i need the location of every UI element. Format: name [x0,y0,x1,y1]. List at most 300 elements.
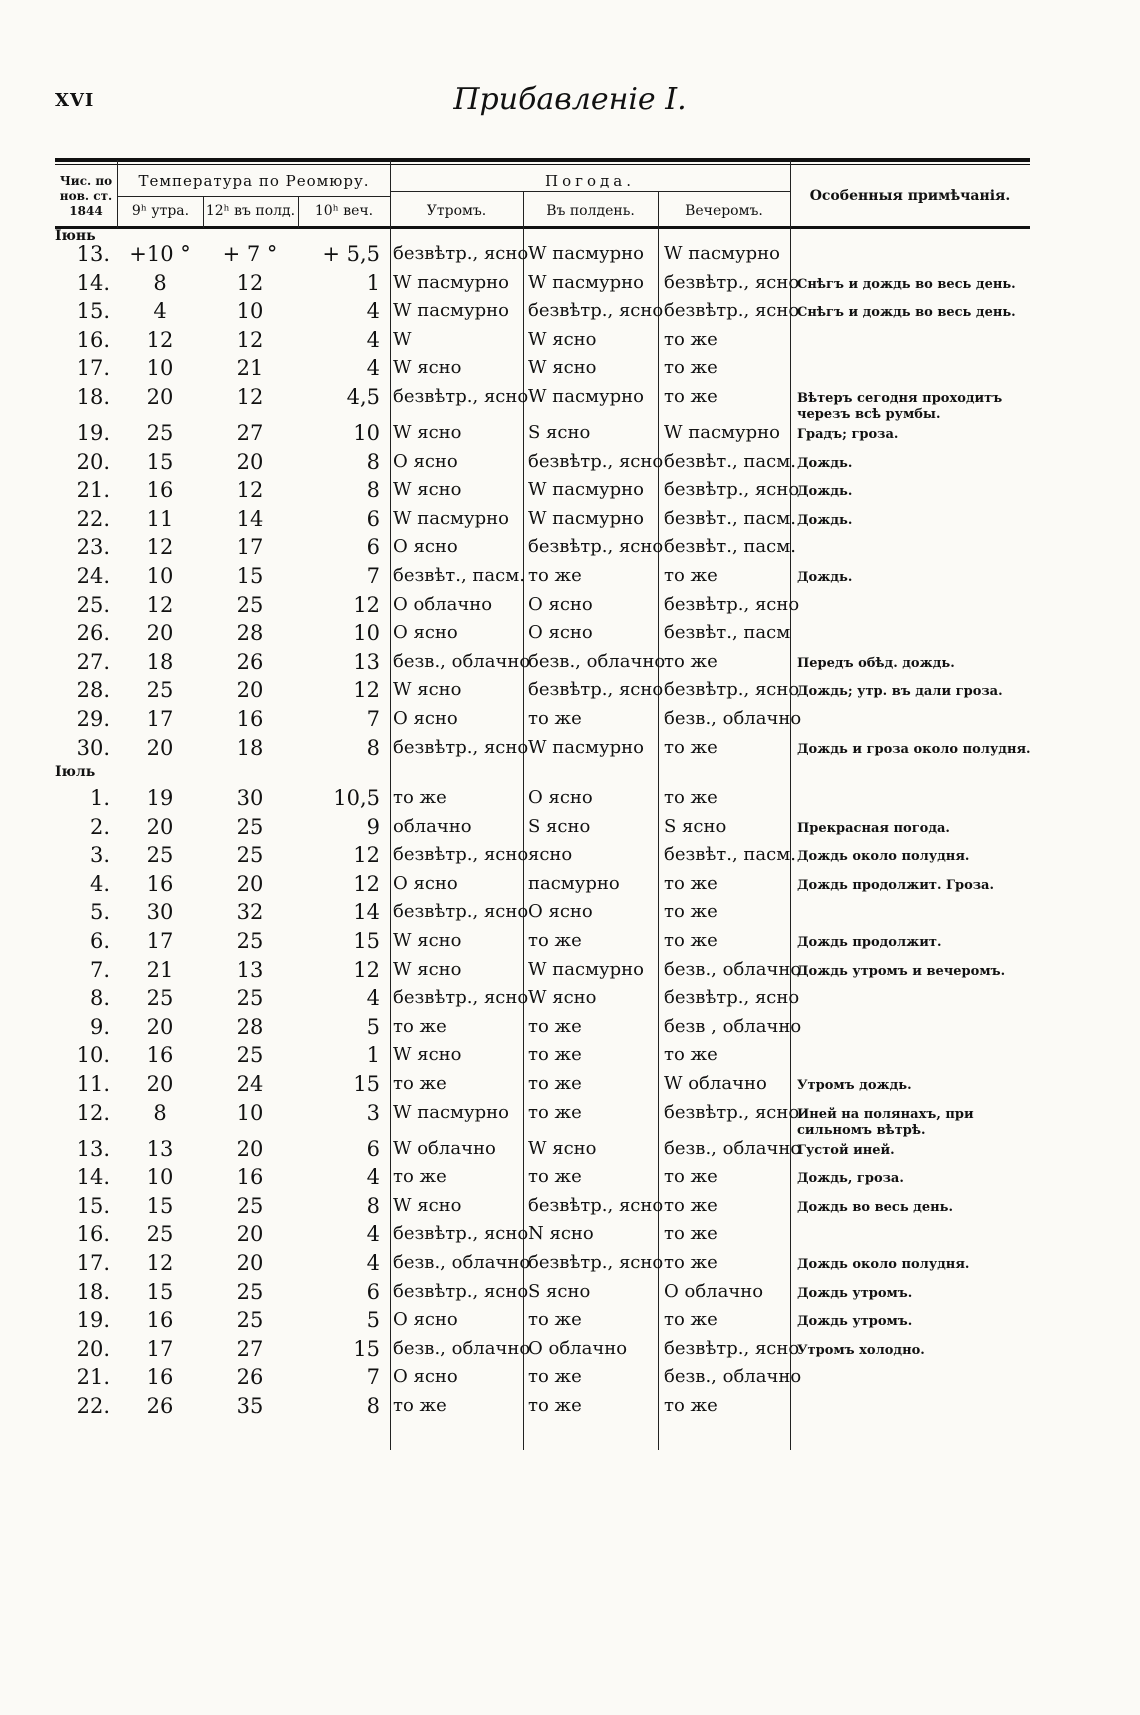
weather-morning-cell: W ясно [393,422,462,443]
day-cell: 29. [76,707,110,731]
temp-9-cell: 16 [146,1308,174,1333]
table-row [0,591,1140,619]
table-row [0,1135,1140,1163]
temp-9-cell: 8 [153,270,167,295]
day-cell: 19. [76,1308,110,1333]
weather-noon-cell: то же [528,565,582,586]
table-row [0,676,1140,704]
temp-9-cell: 30 [146,900,174,925]
weather-morning-cell: O ясно [393,450,458,472]
table-row [0,1041,1140,1069]
weather-morning-cell: безвѣтр., ясно [393,987,529,1009]
temp-10-cell: 7 [366,1365,380,1390]
header-date-line1: Чис. по [59,173,113,188]
weather-noon-cell: W пасмурно [528,243,644,264]
temp-9-cell: 20 [146,1072,174,1096]
temp-10-cell: 6 [366,506,380,531]
temp-12-cell: 15 [236,564,264,588]
temp-12-cell: 12 [236,270,264,295]
remarks-cell: Передъ обѣд. дождь. [797,655,955,671]
weather-noon-cell: безв., облачно [528,650,666,672]
table-row [0,813,1140,841]
table-row [0,984,1140,1012]
weather-morning-cell: безвѣтр., ясно [393,1280,529,1302]
temp-10-cell: 15 [353,1336,380,1361]
weather-morning-cell: безвѣтр., ясно [393,901,529,923]
table-row [0,326,1140,354]
column-divider [298,196,299,228]
weather-morning-cell: W ясно [393,479,462,501]
weather-evening-cell: W облачно [664,1073,767,1094]
table-row [0,297,1140,325]
weather-evening-cell: то же [664,1044,718,1066]
temp-9-cell: 10 [146,564,174,588]
temp-9-cell: 12 [146,535,174,560]
weather-evening-cell: безвѣтр., ясно [664,1337,800,1359]
weather-morning-cell: безвѣтр., ясно [393,386,529,407]
remarks-cell: Дождь, гроза. [797,1171,904,1187]
temp-10-cell: 8 [366,735,380,760]
table-row [0,1306,1140,1334]
table-row [0,354,1140,382]
temp-9-cell: 13 [146,1136,174,1161]
table-row [0,1013,1140,1041]
weather-evening-cell: то же [664,386,718,407]
weather-morning-cell: безвѣтр., ясно [393,243,529,264]
temp-10-cell: 4 [366,1251,380,1275]
weather-noon-cell: то же [528,1044,582,1066]
month-label-june: Іюнь [55,228,96,244]
weather-noon-cell: W ясно [528,987,597,1009]
remarks-cell: Вѣтеръ сегодня проходитъ черезъ всѣ румбы. [797,391,1003,422]
weather-evening-cell: то же [664,1252,718,1273]
weather-morning-cell: безв., облачно [393,650,531,672]
day-cell: 24. [76,564,110,588]
day-cell: 3. [89,843,110,868]
weather-evening-cell: то же [664,872,718,894]
temp-12-cell: 27 [236,1336,264,1361]
weather-noon-cell: N ясно [528,1223,594,1245]
temp-12-cell: 20 [236,449,264,474]
weather-noon-cell: O ясно [528,901,593,923]
header-weather: Погода. [545,171,635,190]
remarks-cell: Снѣгъ и дождь во весь день. [797,276,1016,292]
weather-noon-cell: S ясно [528,815,591,837]
weather-noon-cell: W ясно [528,357,597,379]
temp-10-cell: 5 [366,1308,380,1333]
remarks-cell: Густой иней. [797,1142,895,1158]
weather-morning-cell: W ясно [393,357,462,379]
header-rule-bottom [55,226,1030,229]
temp-12-cell: 25 [236,814,264,839]
weather-evening-cell: безв., облачно [664,1366,802,1388]
temp-12-cell: 25 [236,1308,264,1333]
weather-morning-cell: то же [393,1395,447,1416]
day-cell: 20. [76,449,110,474]
day-cell: 4. [89,871,110,896]
temp-12-cell: 10 [236,299,264,324]
temp-9-cell: 4 [153,299,167,324]
temp-10-cell: 15 [353,929,380,953]
day-cell: 17. [76,356,110,381]
table-row [0,1192,1140,1220]
temp-9-cell: 20 [146,621,174,646]
remarks-cell: Дождь около полудня. [797,1257,970,1272]
temp-10-cell: 4,5 [346,385,380,409]
temp-9-cell: 25 [146,843,174,868]
remarks-cell: Прекрасная погода. [797,820,950,836]
day-cell: 19. [76,421,110,445]
month-label-july: Іюль [55,764,96,780]
temp-10-cell: 10,5 [333,786,380,810]
temp-10-cell: 6 [366,1279,380,1304]
temp-10-cell: 4 [366,986,380,1011]
table-row [0,383,1140,422]
weather-noon-cell: то же [528,1073,582,1094]
weather-evening-cell: безвѣт., пасм. [664,507,796,529]
temp-12-cell: 17 [236,535,264,560]
day-cell: 30. [76,735,110,760]
weather-evening-cell: безв , облачно [664,1015,802,1037]
weather-evening-cell: W пасмурно [664,243,780,264]
weather-morning-cell: безв., облачно [393,1252,531,1273]
weather-noon-cell: безвѣтр., ясно [528,536,664,558]
weather-morning-cell: то же [393,1015,447,1037]
day-cell: 21. [76,478,110,503]
weather-evening-cell: безвѣт., пасм [664,622,791,644]
table-row [0,1335,1140,1363]
day-cell: 22. [76,506,110,531]
weather-morning-cell: W пасмурно [393,1101,509,1123]
weather-morning-cell: то же [393,787,447,808]
temp-9-cell: 20 [146,385,174,409]
weather-noon-cell: то же [528,708,582,729]
temp-10-cell: 4 [366,1222,380,1247]
temp-12-cell: 28 [236,621,264,646]
remarks-cell: Градъ; гроза. [797,427,899,442]
weather-noon-cell: безвѣтр., ясно [528,1194,664,1216]
temp-9-cell: 16 [146,871,174,896]
weather-noon-cell: ясно [528,844,573,866]
temp-12-cell: 20 [236,1251,264,1275]
temp-9-cell: 21 [146,957,174,982]
temp-12-cell: 10 [236,1100,264,1125]
header-noon: Въ полдень. [546,202,635,219]
day-cell: 6. [89,929,110,953]
temp-9-cell: 16 [146,478,174,503]
temp-9-cell: 8 [153,1100,167,1125]
weather-morning-cell: W ясно [393,930,462,951]
day-cell: 11. [76,1072,110,1096]
temp-10-cell: 14 [353,900,380,925]
weather-evening-cell: S ясно [664,815,727,837]
temp-12-cell: 18 [236,735,264,760]
header-morning: Утромъ. [426,202,487,219]
weather-noon-cell: W пасмурно [528,271,644,293]
table-row [0,784,1140,812]
weather-noon-cell: W пасмурно [528,958,644,980]
temp-9-cell: 20 [146,735,174,760]
table-row [0,1249,1140,1277]
temp-9-cell: +10 ° [129,242,191,266]
weather-evening-cell: то же [664,1166,718,1188]
table-row [0,1099,1140,1138]
day-cell: 15. [76,299,110,324]
temp-12-cell: 25 [236,1279,264,1304]
temp-12-cell: 27 [236,421,264,445]
table-row [0,269,1140,297]
temp-9-cell: 16 [146,1043,174,1068]
column-divider [203,196,204,228]
remarks-cell: Дождь. [797,484,853,500]
temp-12-cell: 16 [236,707,264,731]
temp-12-cell: 14 [236,506,264,531]
weather-morning-cell: W [393,328,412,350]
weather-evening-cell: то же [664,565,718,586]
temp-10-cell: 8 [366,1394,380,1418]
temp-12-cell: 12 [236,327,264,352]
weather-morning-cell: облачно [393,815,472,837]
weather-noon-cell: то же [528,1101,582,1123]
weather-morning-cell: W ясно [393,1194,462,1216]
header-temperature: Температура по Реомюру. [138,171,370,190]
remarks-cell: Дождь. [797,570,853,585]
weather-morning-cell: безвѣтр., ясно [393,1223,529,1245]
weather-evening-cell: безвѣтр., ясно [664,593,800,615]
day-cell: 21. [76,1365,110,1390]
weather-noon-cell: безвѣтр., ясно [528,679,664,701]
weather-morning-cell: то же [393,1073,447,1094]
header-t12: 12ʰ въ полд. [205,202,296,219]
day-cell: 20. [76,1336,110,1361]
temp-10-cell: 9 [366,814,380,839]
temp-10-cell: 13 [353,649,380,674]
table-row [0,734,1140,762]
table-row [0,705,1140,733]
table-row [0,1363,1140,1391]
remarks-cell: Дождь утромъ и вечеромъ. [797,963,1006,979]
remarks-cell: Иней на полянахъ, при сильномъ вѣтрѣ. [797,1106,974,1138]
temp-10-cell: 7 [366,564,380,588]
weather-evening-cell: безвѣтр., ясно [664,1101,800,1123]
header-date [55,166,117,226]
header-subrule-weather [390,191,790,192]
temp-12-cell: + 7 ° [222,242,278,266]
day-cell: 5. [89,900,110,925]
weather-noon-cell: W ясно [528,328,597,350]
day-cell: 18. [76,1279,110,1304]
table-row [0,648,1140,676]
weather-noon-cell: W ясно [528,1137,597,1159]
temp-9-cell: 17 [146,707,174,731]
temp-9-cell: 11 [146,506,174,531]
temp-12-cell: 20 [236,1136,264,1161]
day-cell: 16. [76,1222,110,1247]
weather-morning-cell: O ясно [393,1366,458,1388]
temp-10-cell: 12 [353,843,380,868]
temp-10-cell: 12 [353,678,380,703]
weather-morning-cell: W пасмурно [393,300,509,322]
weather-evening-cell: безвѣтр., ясно [664,987,800,1009]
temp-10-cell: 12 [353,871,380,896]
temp-10-cell: 7 [366,707,380,731]
weather-evening-cell: безв., облачно [664,708,802,729]
table-row [0,1070,1140,1098]
weather-evening-cell: то же [664,1309,718,1331]
temp-9-cell: 15 [146,1279,174,1304]
temp-12-cell: 21 [236,356,264,381]
weather-morning-cell: O облачно [393,593,493,615]
weather-morning-cell: безвѣт., пасм. [393,565,525,586]
temp-10-cell: 10 [353,621,380,646]
table-row [0,1220,1140,1248]
temp-9-cell: 15 [146,449,174,474]
weather-morning-cell: безвѣтр., ясно [393,736,529,758]
weather-morning-cell: W пасмурно [393,507,509,529]
weather-evening-cell: W пасмурно [664,422,780,443]
weather-morning-cell: O ясно [393,536,458,558]
day-cell: 22. [76,1394,110,1418]
temp-10-cell: 8 [366,1193,380,1218]
table-row [0,419,1140,447]
weather-morning-cell: W облачно [393,1137,496,1159]
table-row [0,1163,1140,1191]
remarks-cell: Дождь продолжит. [797,935,942,950]
header-date-line2: нов. ст. [59,188,113,203]
table-row [0,476,1140,504]
temp-12-cell: 35 [236,1394,264,1418]
temp-10-cell: + 5,5 [322,242,380,266]
temp-10-cell: 1 [366,270,380,295]
weather-noon-cell: то же [528,1015,582,1037]
temp-10-cell: 4 [366,299,380,324]
weather-noon-cell: W пасмурно [528,507,644,529]
weather-noon-cell: то же [528,1309,582,1331]
weather-morning-cell: O ясно [393,872,458,894]
weather-noon-cell: O ясно [528,622,593,644]
temp-12-cell: 24 [236,1072,264,1096]
temp-9-cell: 25 [146,1222,174,1247]
weather-noon-cell: то же [528,1366,582,1388]
weather-evening-cell: безв., облачно [664,1137,802,1159]
weather-evening-cell: то же [664,1223,718,1245]
remarks-cell: Снѣгъ и дождь во весь день. [797,305,1016,321]
day-cell: 17. [76,1251,110,1275]
table-row [0,533,1140,561]
temp-10-cell: 12 [353,592,380,617]
day-cell: 15. [76,1193,110,1218]
weather-evening-cell: то же [664,787,718,808]
temp-9-cell: 12 [146,592,174,617]
temp-12-cell: 25 [236,1193,264,1218]
remarks-cell: Дождь утромъ. [797,1285,913,1301]
remarks-cell: Утромъ дождь. [797,1078,912,1093]
table-row [0,898,1140,926]
header-t10: 10ʰ веч. [314,202,374,219]
weather-noon-cell: O ясно [528,593,593,615]
temp-10-cell: 5 [366,1014,380,1039]
weather-noon-cell: безвѣтр., ясно [528,300,664,322]
day-cell: 1. [89,786,110,810]
weather-evening-cell: O облачно [664,1280,764,1302]
temp-9-cell: 18 [146,649,174,674]
temp-9-cell: 10 [146,1165,174,1190]
remarks-cell: Дождь; утр. въ дали гроза. [797,684,1003,700]
weather-noon-cell: то же [528,1395,582,1416]
temp-12-cell: 20 [236,871,264,896]
day-cell: 23. [76,535,110,560]
temp-12-cell: 30 [236,786,264,810]
weather-morning-cell: W ясно [393,679,462,701]
weather-evening-cell: безвѣтр., ясно [664,479,800,501]
temp-10-cell: 4 [366,356,380,381]
day-cell: 18. [76,385,110,409]
temp-12-cell: 13 [236,957,264,982]
temp-12-cell: 25 [236,843,264,868]
weather-noon-cell: O ясно [528,787,593,808]
temp-10-cell: 8 [366,478,380,503]
remarks-cell: Утромъ холодно. [797,1342,925,1358]
weather-noon-cell: W пасмурно [528,736,644,758]
day-cell: 7. [89,957,110,982]
weather-noon-cell: S ясно [528,1280,591,1302]
temp-12-cell: 25 [236,1043,264,1068]
temp-10-cell: 4 [366,1165,380,1190]
temp-9-cell: 10 [146,356,174,381]
day-cell: 2. [89,814,110,839]
temp-12-cell: 20 [236,1222,264,1247]
header-rule-top [55,158,1030,162]
day-cell: 26. [76,621,110,646]
table-row [0,841,1140,869]
weather-morning-cell: O ясно [393,708,458,729]
day-cell: 14. [76,270,110,295]
day-cell: 25. [76,592,110,617]
temp-9-cell: 26 [146,1394,174,1418]
temp-10-cell: 6 [366,535,380,560]
weather-evening-cell: безвѣт., пасм. [664,844,796,866]
table-row [0,562,1140,590]
weather-evening-cell: то же [664,650,718,672]
day-cell: 28. [76,678,110,703]
weather-noon-cell: безвѣтр., ясно [528,1252,664,1273]
temp-9-cell: 17 [146,1336,174,1361]
header-evening: Вечеромъ. [685,202,763,219]
temp-10-cell: 10 [353,421,380,445]
temp-9-cell: 25 [146,986,174,1011]
remarks-cell: Дождь. [797,455,853,471]
temp-12-cell: 25 [236,929,264,953]
temp-12-cell: 25 [236,592,264,617]
day-cell: 13. [76,1136,110,1161]
header-year: 1844 [69,203,103,218]
weather-morning-cell: W ясно [393,958,462,980]
weather-morning-cell: O ясно [393,622,458,644]
day-cell: 10. [76,1043,110,1068]
temp-9-cell: 12 [146,1251,174,1275]
temp-12-cell: 26 [236,1365,264,1390]
weather-evening-cell: то же [664,736,718,758]
header-subrule-temp [118,196,390,197]
temp-12-cell: 16 [236,1165,264,1190]
temp-9-cell: 25 [146,678,174,703]
temp-12-cell: 25 [236,986,264,1011]
page-number: XVI [55,90,95,111]
temp-12-cell: 26 [236,649,264,674]
weather-evening-cell: безвѣт., пасм. [664,450,796,472]
temp-9-cell: 16 [146,1365,174,1390]
column-divider [117,160,118,228]
